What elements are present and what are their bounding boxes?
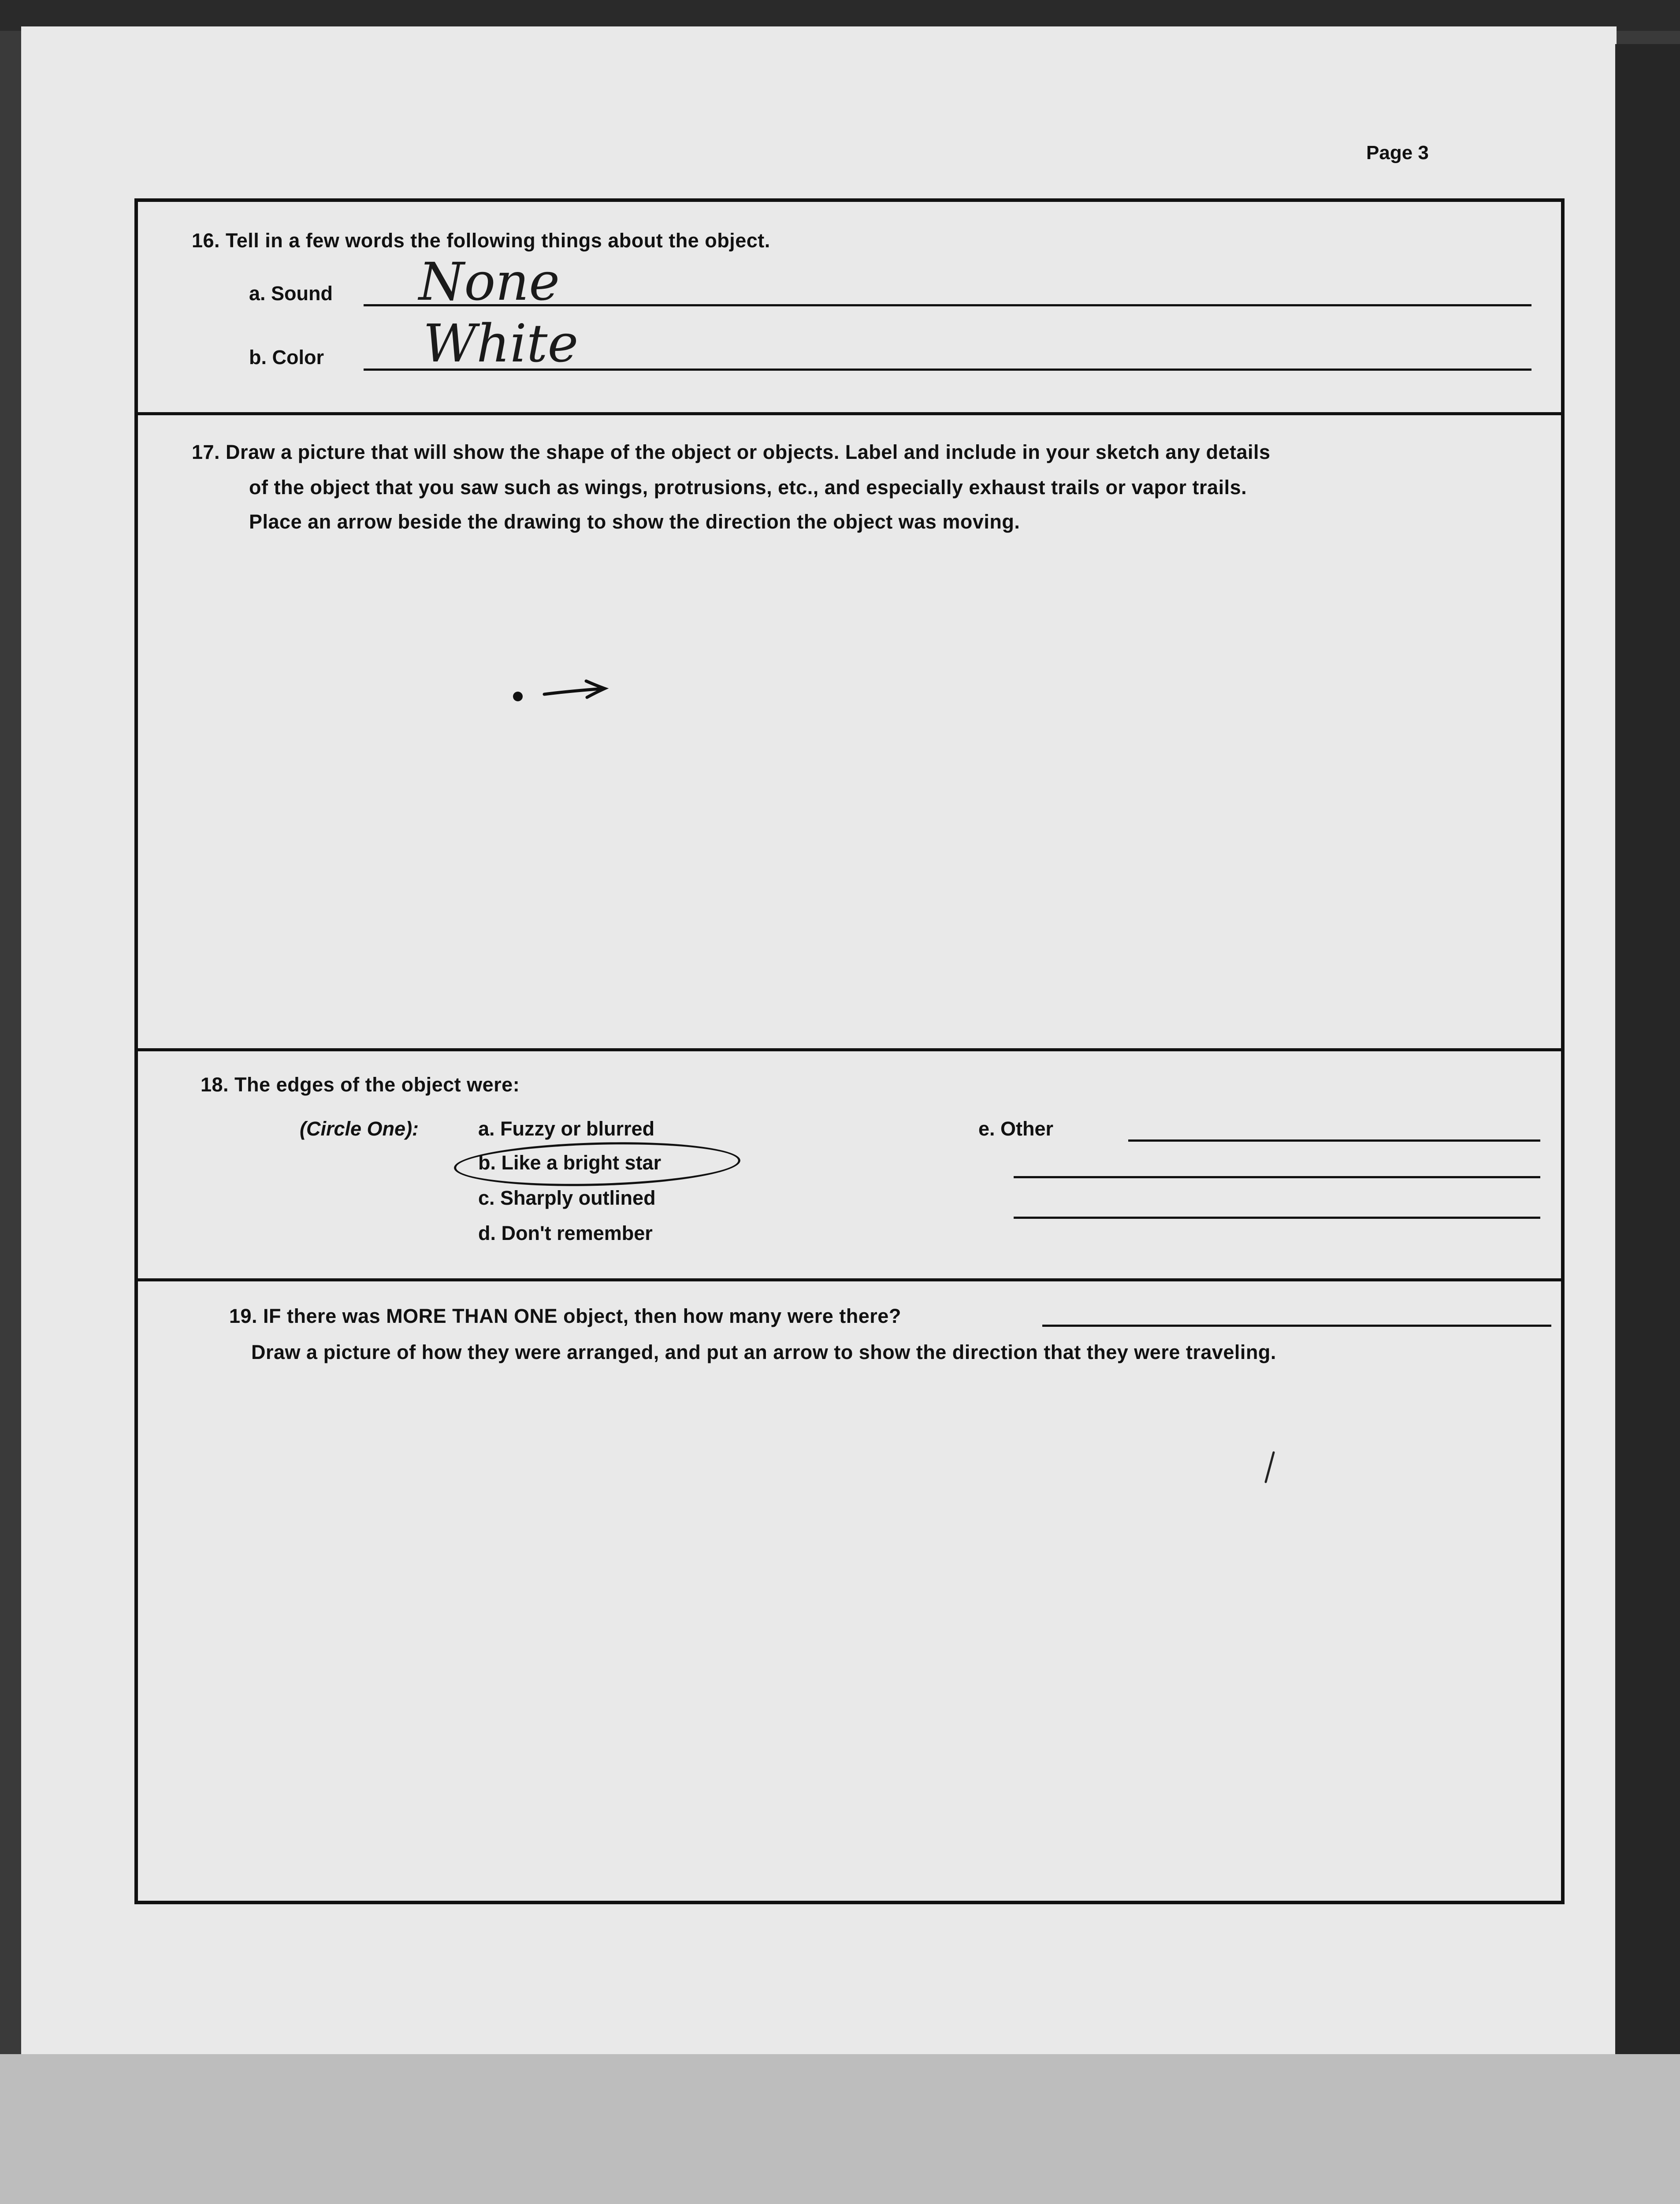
direction-arrow-icon xyxy=(544,681,605,697)
edges-option-d: d. Don't remember xyxy=(478,1222,653,1244)
question-17-line-2: of the object that you saw such as wings, protrusions, etc., and especially exhaust trails or vapor trails. xyxy=(249,476,1247,499)
object-sketch xyxy=(507,670,617,710)
edges-option-e: e. Other xyxy=(978,1117,1054,1140)
sound-label: a. Sound xyxy=(249,282,333,305)
sound-answer: None xyxy=(419,251,560,312)
circle-one-instruction: (Circle One): xyxy=(300,1117,419,1140)
count-line xyxy=(1042,1325,1551,1327)
divider-17-18 xyxy=(134,1048,1565,1051)
stray-pen-mark xyxy=(1260,1450,1278,1485)
question-17-line-3: Place an arrow beside the drawing to show the direction the object was moving. xyxy=(249,510,1020,533)
question-16-prompt: 16. Tell in a few words the following things about the object. xyxy=(192,229,770,252)
edges-option-a: a. Fuzzy or blurred xyxy=(478,1117,655,1140)
object-dot xyxy=(513,692,523,701)
color-answer: White xyxy=(423,313,579,374)
divider-16-17 xyxy=(134,412,1565,415)
other-line-3 xyxy=(1014,1217,1540,1219)
question-17-line-1: 17. Draw a picture that will show the shape of the object or objects. Label and include in your sketch any details xyxy=(192,441,1271,463)
other-line-2 xyxy=(1014,1176,1540,1178)
color-label: b. Color xyxy=(249,346,324,369)
question-19-line-2: Draw a picture of how they were arranged, and put an arrow to show the direction that they were traveling. xyxy=(251,1341,1276,1363)
scan-right-edge xyxy=(1615,44,1680,2081)
other-line-1 xyxy=(1128,1139,1540,1142)
divider-18-19 xyxy=(134,1278,1565,1281)
question-19-line-1: 19. IF there was MORE THAN ONE object, then how many were there? xyxy=(229,1305,901,1327)
page-number: Page 3 xyxy=(1366,142,1429,164)
edges-option-c: c. Sharply outlined xyxy=(478,1187,656,1209)
scan-background xyxy=(0,2054,1680,2204)
edges-option-b: b. Like a bright star xyxy=(478,1151,662,1174)
question-18-prompt: 18. The edges of the object were: xyxy=(201,1073,520,1096)
